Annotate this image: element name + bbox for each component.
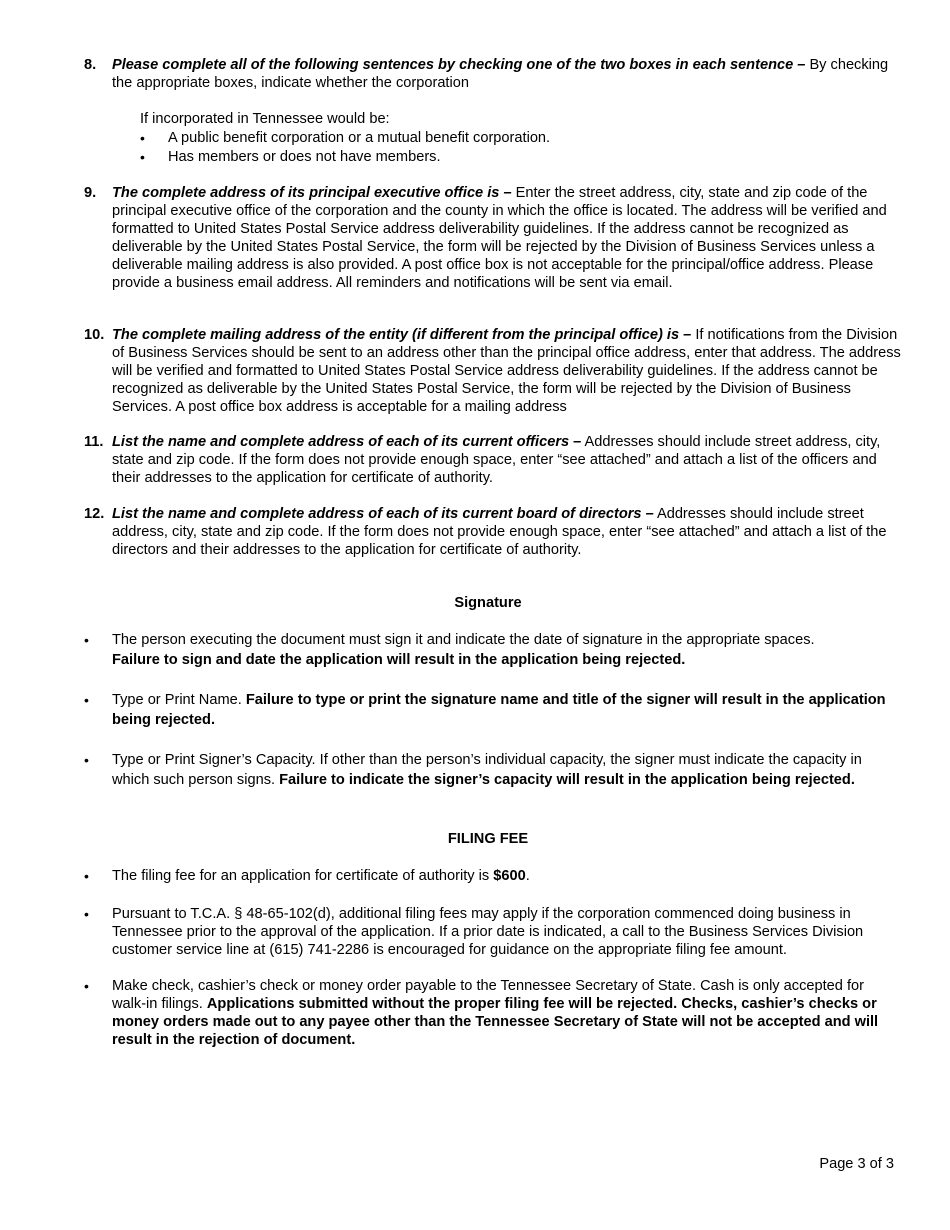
item-10-number: 10.	[84, 327, 105, 343]
signature-bullet-3-text: Type or Print Signer’s Capacity. If other than the person’s individual capacity, the signer must indicate the capacity in which such person signs.	[112, 752, 862, 788]
filing-fee-amount: $600	[493, 868, 526, 884]
bullet-glyph: •	[84, 692, 89, 708]
item-10-body: If notifications from the Division of Business Services should be sent to an address other than the principal office address, enter that address. The address will be verified and formatted to United States Postal Service address deliverability guidelines. If the address cannot be recognized as deliverable by the United States Postal Service, the form will be rejected by the Division of Business Services. A post office box address is acceptable for a mailing address	[112, 327, 901, 415]
page-number: Page 3 of 3	[819, 1156, 894, 1172]
filing-fee-payment-text: Make check, cashier’s check or money order payable to the Tennessee Secretary of State. Cash is only accepted for walk-in filings.	[112, 978, 864, 1012]
item-12-body: Addresses should include street address, city, state and zip code. If the form does not provide enough space, enter “see attached” and attach a list of the directors and their addresses to the application for certificate of authority.	[112, 506, 887, 558]
item-11-text	[112, 433, 902, 487]
filing-fee-payment	[112, 977, 902, 1049]
filing-fee-heading: FILING FEE	[447, 831, 529, 847]
filing-fee-text: The filing fee for an application for certificate of authority is	[112, 868, 494, 884]
signature-bullet-2-bold: Failure to type or print the signature name and title of the signer will result in the application being rejected.	[112, 692, 886, 728]
signature-bullet-3	[112, 750, 902, 790]
signature-bullet-1-bold: Failure to sign and date the application will result in the application being rejected.	[112, 652, 686, 668]
filing-fee-amount-line	[112, 867, 902, 885]
filing-fee-pursuant: Pursuant to T.C.A. § 48-65-102(d), additional filing fees may apply if the corporation commenced doing business in Tennessee prior to the approval of the application. If a prior date is indicated, a call to the Business Services Division customer service line at (615) 741-2286 is encouraged for guidance on the appropriate filing fee amount.	[112, 906, 864, 958]
signature-heading: Signature	[454, 595, 522, 611]
item-11-number: 11.	[84, 434, 104, 450]
item-8-sub-intro: If incorporated in Tennessee would be:	[140, 111, 390, 127]
item-8-body: By checking the appropriate boxes, indicate whether the corporation	[112, 57, 889, 91]
item-9-text	[112, 184, 902, 292]
item-8-sub-bullet: A public benefit corporation or a mutual benefit corporation.	[168, 130, 551, 146]
item-9-lead: The complete address of its principal executive office is –	[112, 185, 512, 201]
bullet-glyph: •	[84, 752, 89, 768]
signature-bullet-3-bold: Failure to indicate the signer’s capacity will result in the application being rejected.	[279, 772, 855, 788]
filing-fee-period: .	[525, 868, 530, 884]
bullet-glyph: •	[84, 632, 89, 648]
signature-bullet-1	[112, 630, 902, 670]
filing-fee-payment-bold: Applications submitted without the proper filing fee will be rejected. Checks, cashier’s checks or money orders made out to any payee other than the Tennessee Secretary of State will not be accepted and will result in the rejection of document.	[112, 996, 879, 1048]
item-9-body: Enter the street address, city, state and zip code of the principal executive office of the corporation and the county in which the office is located. The address will be verified and formatted to United States Postal Service address deliverability guidelines. If the address cannot be recognized as deliverable by the United States Postal Service, the form will be rejected by the Division of Business Services unless a deliverable mailing address is also provided. A post office box is not acceptable for the principal/office address. Please provide a business email address. All reminders and notifications will be sent via email.	[112, 185, 887, 291]
bullet-glyph: •	[84, 906, 89, 922]
item-10-lead: The complete mailing address of the entity (if different from the principal office) is –	[112, 327, 692, 343]
item-8-lead: Please complete all of the following sentences by checking one of the two boxes in each sentence –	[112, 57, 806, 73]
bullet-glyph: •	[140, 130, 145, 146]
item-12-lead: List the name and complete address of each of its current board of directors –	[112, 506, 654, 522]
item-8-number: 8.	[84, 57, 97, 73]
item-11-body: Addresses should include street address, city, state and zip code. If the form does not provide enough space, enter “see attached” and attach a list of the officers and their addresses to the application for certificate of authority.	[112, 434, 881, 486]
bullet-glyph: •	[140, 149, 145, 165]
item-12-text	[112, 505, 902, 559]
signature-bullet-1-text: The person executing the document must sign it and indicate the date of signature in the appropriate spaces.	[112, 632, 815, 648]
item-9-number: 9.	[84, 185, 97, 201]
signature-bullet-2-text: Type or Print Name.	[112, 692, 246, 708]
item-10-text	[112, 326, 902, 416]
signature-bullet-2	[112, 690, 902, 730]
bullet-glyph: •	[84, 978, 89, 994]
item-12-number: 12.	[84, 506, 105, 522]
item-11-lead: List the name and complete address of each of its current officers –	[112, 434, 582, 450]
item-8-sub-bullet: Has members or does not have members.	[168, 149, 441, 165]
bullet-glyph: •	[84, 868, 89, 884]
item-8-text	[112, 56, 902, 92]
